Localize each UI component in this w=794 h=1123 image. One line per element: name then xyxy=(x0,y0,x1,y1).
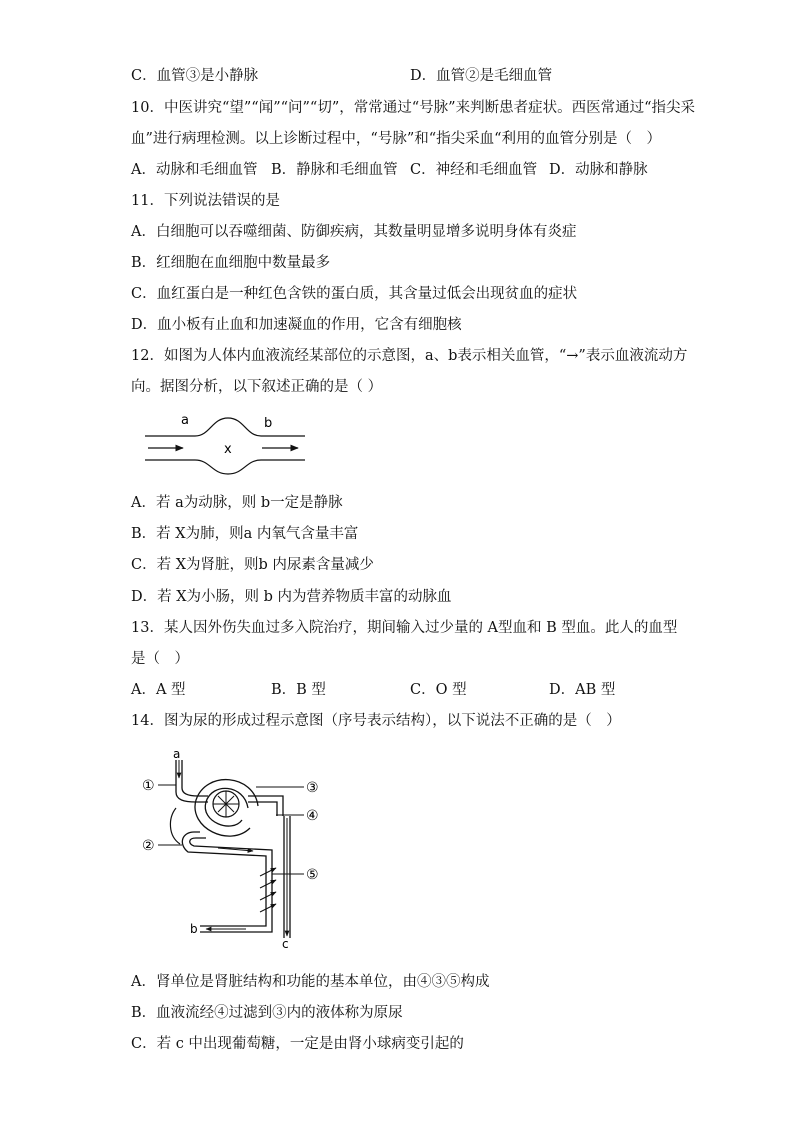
q12-option-c: C．若 X为肾脏，则b 内尿素含量减少 xyxy=(131,557,374,573)
q11-stem: 11．下列说法错误的是 xyxy=(131,193,280,209)
q12-option-b: B．若 X为肺，则a 内氧气含量丰富 xyxy=(131,526,359,542)
label-5: ⑤ xyxy=(306,867,319,883)
q13-option-a: A．A 型 xyxy=(131,682,186,698)
label-a: a xyxy=(173,748,181,761)
q13-option-b: B．B 型 xyxy=(271,682,326,698)
label-x: x xyxy=(224,442,232,457)
label-b: b xyxy=(190,922,198,936)
q14-option-a: A．肾单位是肾脏结构和功能的基本单位，由④③⑤构成 xyxy=(131,974,490,990)
q11-option-c: C．血红蛋白是一种红色含铁的蛋白质，其含量过低会出现贫血的症状 xyxy=(131,286,578,302)
q12-option-d: D．若 X为小肠，则 b 内为营养物质丰富的动脉血 xyxy=(131,589,452,605)
label-2: ② xyxy=(142,838,155,854)
label-b: b xyxy=(264,416,273,431)
q12-option-a: A．若 a为动脉，则 b一定是静脉 xyxy=(131,495,343,511)
q10-options xyxy=(131,160,691,180)
q10-option-d: D．动脉和静脉 xyxy=(549,162,648,178)
q11-option-d: D．血小板有止血和加速凝血的作用，它含有细胞核 xyxy=(131,317,462,333)
q12-stem-line1: 12．如图为人体内血液流经某部位的示意图，a、b表示相关血管，“→”表示血液流动方 xyxy=(131,348,688,364)
q13-option-d: D．AB 型 xyxy=(549,682,616,698)
q13-stem-line1: 13．某人因外伤失血过多入院治疗，期间输入过少量的 A型血和 B 型血。此人的血型 xyxy=(131,620,678,636)
q12-diagram xyxy=(140,408,310,478)
q13-option-c: C．O 型 xyxy=(410,682,467,698)
q14-nephron-diagram xyxy=(138,748,338,953)
q14-option-c: C．若 c 中出现葡萄糖，一定是由肾小球病变引起的 xyxy=(131,1036,464,1052)
label-4: ④ xyxy=(306,808,319,824)
label-a: a xyxy=(181,413,189,428)
q9-option-d: D．血管②是毛细血管 xyxy=(410,68,553,84)
q10-stem-line2: 血”进行病理检测。以上诊断过程中，“号脉”和“指尖采血“利用的血管分别是（ ） xyxy=(131,131,662,147)
q14-stem: 14．图为尿的形成过程示意图（序号表示结构），以下说法不正确的是（ ） xyxy=(131,713,621,729)
q10-option-b: B．静脉和毛细血管 xyxy=(271,162,398,178)
q9-option-c: C．血管③是小静脉 xyxy=(131,68,259,84)
q11-option-a: A．白细胞可以吞噬细菌、防御疾病，其数量明显增多说明身体有炎症 xyxy=(131,224,577,240)
q11-option-b: B．红细胞在血细胞中数量最多 xyxy=(131,255,331,271)
label-c: c xyxy=(282,937,289,951)
q14-option-b: B．血液流经④过滤到③内的液体称为原尿 xyxy=(131,1005,403,1021)
q10-option-a: A．动脉和毛细血管 xyxy=(131,162,258,178)
q10-option-c: C．神经和毛细血管 xyxy=(410,162,538,178)
q12-stem-line2: 向。据图分析，以下叙述正确的是（ ） xyxy=(131,379,383,395)
q13-options xyxy=(131,680,691,700)
label-3: ③ xyxy=(306,780,319,796)
label-1: ① xyxy=(142,778,155,794)
q10-stem-line1: 10．中医讲究“望”“闻”“问”“切”，常常通过“号脉”来判断患者症状。西医常通过“指尖采 xyxy=(131,100,695,116)
q13-stem-line2: 是（ ） xyxy=(131,651,189,667)
